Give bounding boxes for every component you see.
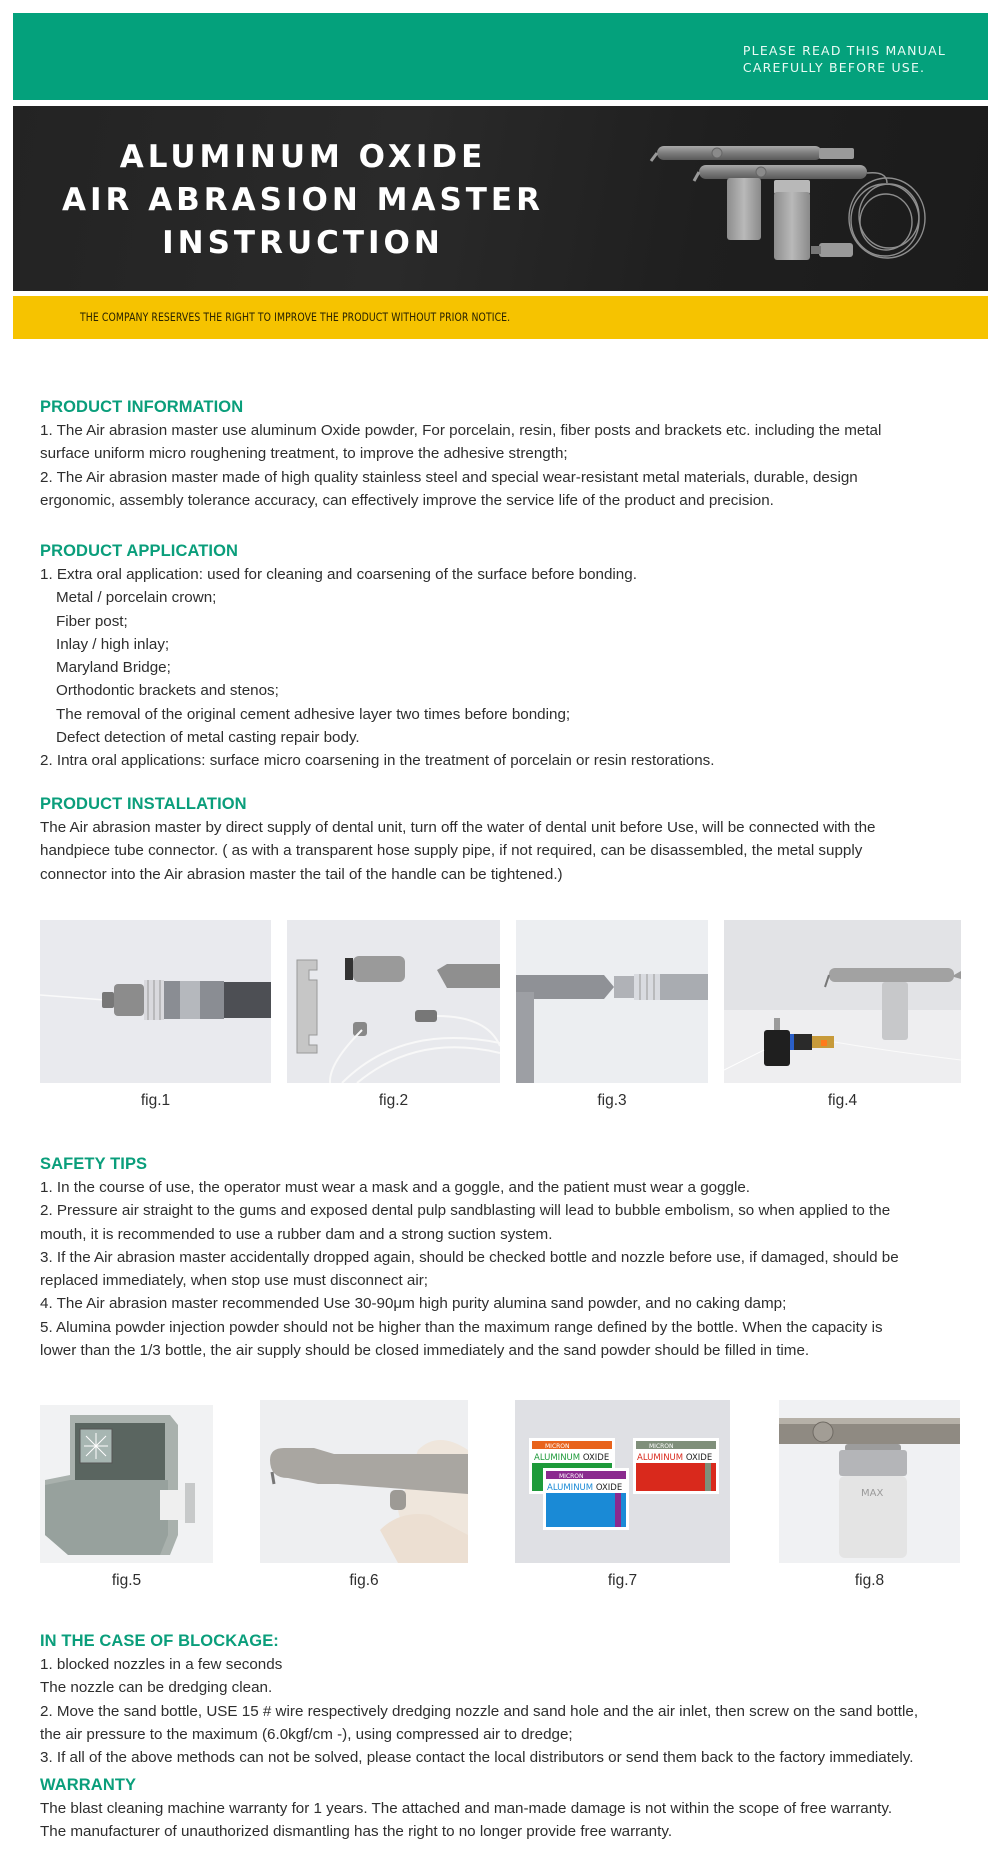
figure-1-caption: fig.1 <box>140 1092 171 1109</box>
paragraph-line: 3. If the Air abrasion master accidentally dropped again, should be checked bottle and nozzle before use, if damaged, should be <box>40 1248 899 1266</box>
paragraph-line: 1. The Air abrasion master use aluminum Oxide powder, For porcelain, resin, fiber posts and brackets etc. including the metal <box>40 422 882 439</box>
read-notice-line-1: PLEASE READ THIS MANUAL <box>742 43 946 58</box>
sub-list-item: Fiber post; <box>56 612 128 630</box>
title-line-1: ALUMINUM OXIDE <box>119 139 487 175</box>
section-safety-tips <box>40 1153 970 1362</box>
paragraph-line: 1. blocked nozzles in a few seconds <box>40 1656 283 1673</box>
section-product-information <box>40 396 970 512</box>
sub-list-item: Inlay / high inlay; <box>56 635 170 653</box>
section-heading: WARRANTY <box>40 1776 137 1794</box>
section-heading: IN THE CASE OF BLOCKAGE: <box>40 1632 279 1650</box>
section-heading: PRODUCT INFORMATION <box>40 398 244 416</box>
figure-8-image <box>779 1400 960 1563</box>
paragraph-line: mouth, it is recommended to use a rubber dam and a strong suction system. <box>40 1225 553 1243</box>
figure-7-image <box>515 1400 730 1563</box>
paragraph-line: The nozzle can be dredging clean. <box>40 1679 273 1697</box>
svg-text:MICRON: MICRON <box>559 1473 584 1480</box>
paragraph-line: replaced immediately, when stop use must disconnect air; <box>40 1272 429 1290</box>
figure-4-caption: fig.4 <box>827 1092 858 1109</box>
figure-4-image <box>724 920 961 1083</box>
svg-text:ALUMINUM OXIDE: ALUMINUM OXIDE <box>547 1483 623 1493</box>
read-manual-notice <box>743 42 946 76</box>
sub-list-item: Defect detection of metal casting repair body. <box>56 729 360 747</box>
svg-text:ALUMINUM OXIDE: ALUMINUM OXIDE <box>534 1453 610 1463</box>
paragraph-line: ergonomic, assembly tolerance accuracy, can effectively improve the service life of the product and precision. <box>40 491 774 509</box>
sub-list-item: Metal / porcelain crown; <box>56 589 217 607</box>
figure-5-caption: fig.5 <box>111 1572 142 1589</box>
section-product-application <box>40 540 970 773</box>
page-title <box>53 136 553 265</box>
box-micron-label: MICRON <box>545 1443 570 1450</box>
paragraph-line: 4. The Air abrasion master recommended Use 30-90μm high purity alumina sand powder, and no caking damp; <box>40 1295 787 1313</box>
read-notice-line-2: CAREFULLY BEFORE USE. <box>742 60 926 75</box>
title-line-2: AIR ABRASION MASTER <box>62 182 544 218</box>
figure-7-caption: fig.7 <box>607 1572 638 1589</box>
list-item: 2. Intra oral applications: surface micro coarsening in the treatment of porcelain or resin restorations. <box>40 752 715 770</box>
figure-6-caption: fig.6 <box>349 1572 379 1589</box>
paragraph-line: The Air abrasion master by direct supply of dental unit, turn off the water of dental unit before Use, will be connected with the <box>40 819 876 836</box>
paragraph-line: 2. The Air abrasion master made of high quality stainless steel and special wear-resistant metal materials, durable, design <box>40 468 858 486</box>
notice-yellow-band <box>13 296 988 339</box>
paragraph-line: 3. If all of the above methods can not be solved, please contact the local distributors or send them back to the factory immediately. <box>40 1749 914 1767</box>
bottle-label: MAX <box>861 1488 884 1499</box>
figure-8-caption: fig.8 <box>854 1572 885 1589</box>
paragraph-line: surface uniform micro roughening treatment, to improve the adhesive strength; <box>40 445 568 463</box>
paragraph-line: The manufacturer of unauthorized dismantling has the right to no longer provide free warranty. <box>40 1823 673 1841</box>
paragraph-line: 5. Alumina powder injection powder should not be higher than the maximum range defined by the bottle. When the capacity is <box>40 1318 883 1336</box>
section-warranty <box>40 1774 970 1844</box>
paragraph-line: The blast cleaning machine warranty for 1 years. The attached and man-made damage is not within the scope of free warranty. <box>40 1800 893 1817</box>
paragraph-line: handpiece tube connector. ( as with a transparent hose supply pipe, if not required, can be disassembled, the metal supply <box>40 842 863 860</box>
figure-5-image <box>40 1405 213 1563</box>
paragraph-line: 2. Pressure air straight to the gums and exposed dental pulp sandblasting will lead to bubble embolism, so when applied to the <box>40 1202 891 1220</box>
section-heading: SAFETY TIPS <box>40 1155 148 1173</box>
paragraph-line: lower than the 1/3 bottle, the air supply should be closed immediately and the sand powder should be filled in time. <box>40 1342 810 1360</box>
paragraph-line: 1. In the course of use, the operator must wear a mask and a goggle, and the patient must wear a goggle. <box>40 1179 751 1196</box>
figure-2-image <box>287 920 500 1083</box>
figure-2-caption: fig.2 <box>378 1092 409 1109</box>
paragraph-line: connector into the Air abrasion master the tail of the handle can be tightened.) <box>40 865 563 883</box>
figure-6-image <box>260 1400 468 1563</box>
section-product-installation <box>40 793 970 886</box>
header-green-band <box>13 13 988 100</box>
paragraph-line: 2. Move the sand bottle, USE 15 # wire respectively dredging nozzle and sand hole and the air inlet, then screw on the sand bottle, <box>40 1702 919 1720</box>
list-item: 1. Extra oral application: used for cleaning and coarsening of the surface before bonding. <box>40 566 637 583</box>
rights-notice: THE COMPANY RESERVES THE RIGHT TO IMPROVE THE PRODUCT WITHOUT PRIOR NOTICE. <box>80 310 511 324</box>
hero-product-image <box>639 128 929 278</box>
paragraph-line: the air pressure to the maximum (6.0kgf/cm -), using compressed air to dredge; <box>40 1725 573 1743</box>
hero-banner <box>13 106 988 291</box>
svg-text:ALUMINUM OXIDE: ALUMINUM OXIDE <box>637 1453 713 1463</box>
sub-list-item: Maryland Bridge; <box>56 659 171 677</box>
figure-3-caption: fig.3 <box>597 1092 627 1109</box>
figure-3-image <box>516 920 708 1083</box>
sub-list-item: Orthodontic brackets and stenos; <box>56 682 279 700</box>
sub-list-item: The removal of the original cement adhesive layer two times before bonding; <box>56 705 571 723</box>
section-blockage <box>40 1630 970 1769</box>
section-heading: PRODUCT APPLICATION <box>40 542 239 560</box>
svg-text:MICRON: MICRON <box>649 1443 674 1450</box>
section-heading: PRODUCT INSTALLATION <box>40 795 247 813</box>
figure-1-image <box>40 920 271 1083</box>
title-line-3: INSTRUCTION <box>162 225 444 261</box>
